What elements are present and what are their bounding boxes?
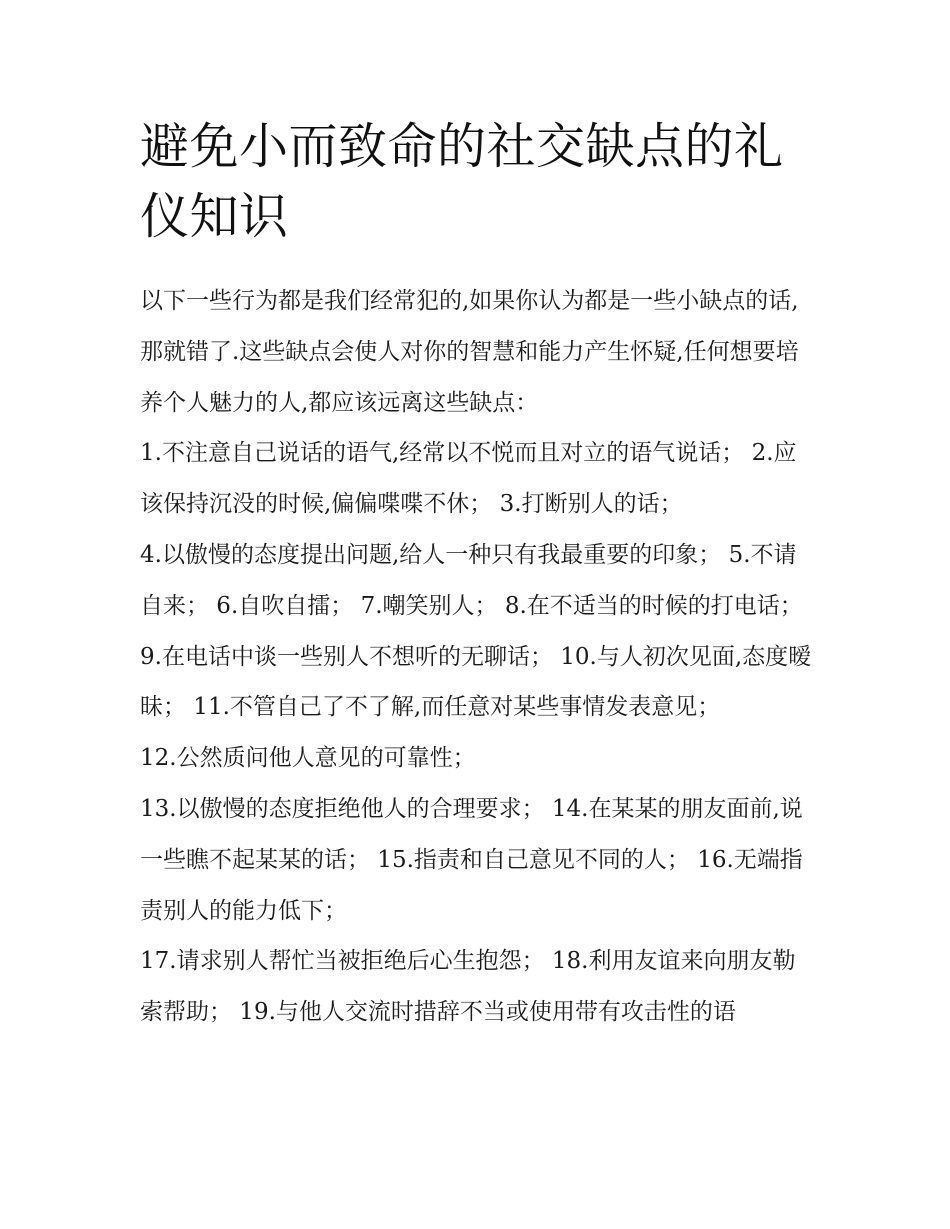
document-content (140, 112, 812, 1038)
document-body (140, 276, 812, 1038)
list-paragraph-5: 13.以傲慢的态度拒绝他人的合理要求； 14.在某某的朋友面前,说一些瞧不起某某的话； 15.指责和自己意见不同的人； 16.无端指责别人的能力低下； (140, 795, 803, 924)
list-paragraph-2: 4.以傲慢的态度提出问题,给人一种只有我最重要的印象； 5.不请自来； 6.自吹自擂； 7.嘲笑别人； 8.在不适当的时候的打电话； (140, 541, 803, 619)
list-paragraph-4: 12.公然质问他人意见的可靠性； (140, 745, 476, 772)
list-paragraph-3: 9.在电话中谈一些别人不想听的无聊话； 10.与人初次见面,态度暧昧； 11.不管自己了不了解,而任意对某些事情发表意见； (140, 643, 812, 721)
document-title: 避免小而致命的社交缺点的礼仪知识 (140, 118, 784, 245)
list-paragraph-6: 17.请求别人帮忙当被拒绝后心生抱怨； 18.利用友谊来向朋友勒索帮助； 19.与他人交流时措辞不当或使用带有攻击性的语 (140, 948, 796, 1026)
list-paragraph-1: 1.不注意自己说话的语气,经常以不悦而且对立的语气说话； 2.应该保持沉没的时候,偏偏喋喋不休； 3.打断别人的话； (140, 440, 797, 518)
intro-paragraph: 以下一些行为都是我们经常犯的,如果你认为都是一些小缺点的话,那就错了.这些缺点会使人对你的智慧和能力产生怀疑,任何想要培养个人魅力的人,都应该远离这些缺点： (140, 288, 799, 416)
